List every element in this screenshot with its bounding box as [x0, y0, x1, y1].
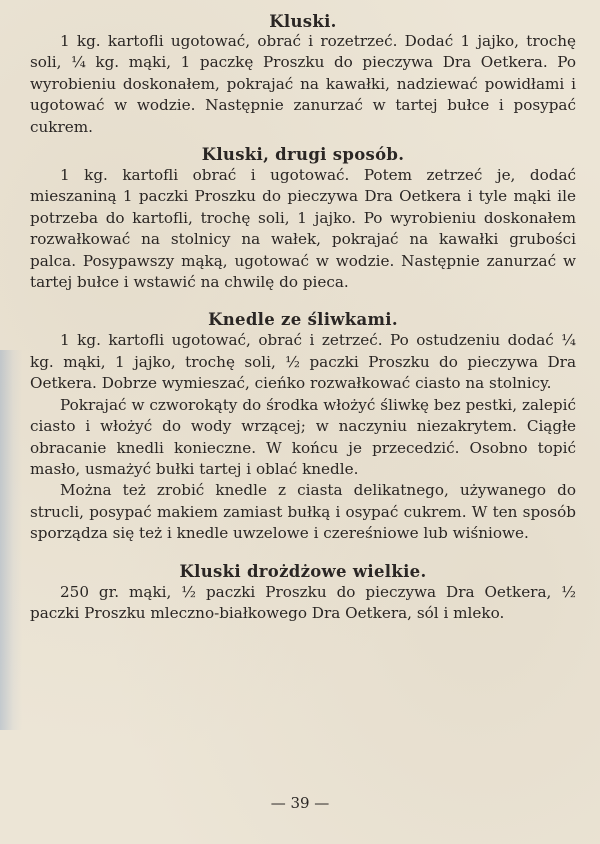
recipe-paragraph: 1 kg. kartofli obrać i ugotować. Potem zetrzeć je, dodać mieszaniną 1 paczki Proszku do pieczywa Dra Oetkera i tyle mąki ile potrzeba do kartofli, trochę soli, 1 jajko. Po wyrobieniu doskonałem rozwałkować na stolnicy na wałek, pokrajać na kawałki grubości palca. Posypawszy mąką, ugotować w wodzie. Następnie zanurzać w tartej bułce i wstawić na chwilę do pieca.: [30, 166, 576, 292]
recipe-paragraph: Pokrajać w czworokąty do środka włożyć śliwkę bez pestki, zalepić ciasto i włożyć do wody wrzącej; w naczyniu niezakrytem. Ciągłe obracanie knedli konieczne. W końcu je przecedzić. Osobno topić masło, usmażyć bułki tartej i oblać knedle.: [30, 395, 576, 478]
recipe-title: Knedle ze śliwkami.: [208, 310, 398, 330]
recipe-paragraph: 1 kg. kartofli ugotować, obrać i zetrzeć. Po ostudzeniu dodać ¼ kg. mąki, 1 jajko, trochę soli, ½ paczki Proszku do pieczywa Dra Oetkera. Dobrze wymieszać, cieńko rozwałkować ciasto na stolnicy.: [30, 331, 576, 393]
margin-stain: [0, 350, 22, 730]
recipe-kluski-drozdzowe: [30, 562, 576, 625]
recipe-kluski: [30, 12, 576, 138]
recipe-paragraph: 250 gr. mąki, ½ paczki Proszku do pieczywa Dra Oetkera, ½ paczki Proszku mleczno-białkowego Dra Oetkera, sól i mleko.: [30, 582, 576, 622]
recipe-title: Kluski, drugi sposób.: [201, 145, 405, 165]
recipe-kluski-drugi-sposob: [30, 145, 576, 293]
recipe-title: Kluski drożdżowe wielkie.: [179, 561, 427, 581]
recipe-knedle-ze-sliwkami: [30, 310, 576, 544]
recipe-paragraph: Można też zrobić knedle z ciasta delikatnego, używanego do strucli, posypać makiem zamiast bułką i osypać cukrem. W ten sposób sporządza się też i knedle uwzelowe i czereśniowe lub wiśniowe.: [30, 481, 576, 543]
page-content: [30, 12, 576, 624]
recipe-paragraph: 1 kg. kartofli ugotować, obrać i rozetrzeć. Dodać 1 jajko, trochę soli, ¼ kg. mąki, 1 paczkę Proszku do pieczywa Dra Oetkera. Po wyrobieniu doskonałem, pokrajać na kawałki, nadziewać powidłami i ugotować w wodzie. Następnie zanurzać w tartej bułce i posypać cukrem.: [30, 32, 576, 136]
page-number: — 39 —: [270, 794, 330, 812]
recipe-title: Kluski.: [269, 12, 337, 31]
